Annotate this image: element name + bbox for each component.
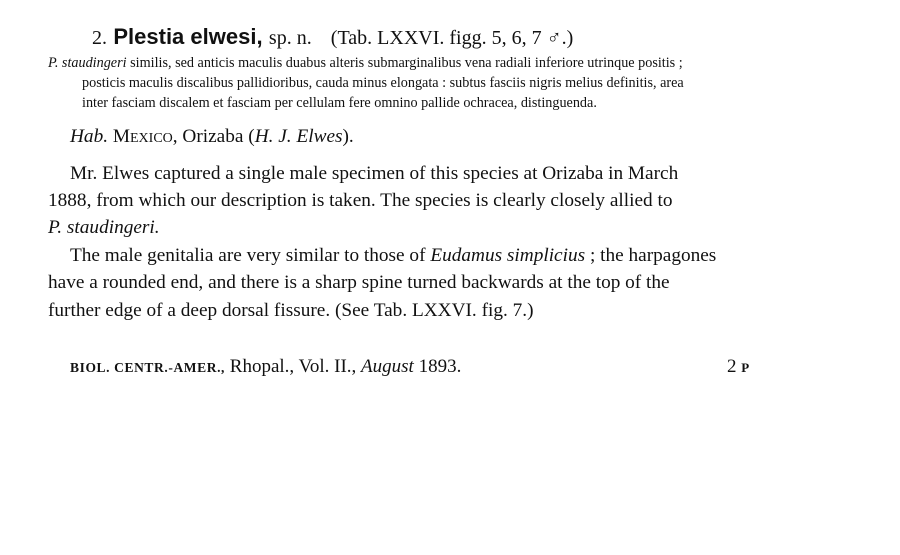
signature-number: 2 xyxy=(727,356,737,377)
footer-year: 1893. xyxy=(413,356,462,377)
species-name: Plestia elwesi, xyxy=(113,24,263,49)
latin-text-1: similis, sed anticis maculis duabus alteris submarginalibus vena radiali inferiore utrinque positis ; xyxy=(126,55,683,71)
footer-month: August xyxy=(361,356,414,377)
signature-mark xyxy=(727,356,749,378)
paragraph-2-line-3: further edge of a deep dorsal fissure. (See Tab. LXXVI. fig. 7.) xyxy=(48,300,534,321)
plate-reference: (Tab. LXXVI. figg. 5, 6, 7 ♂.) xyxy=(330,27,574,49)
paragraph-2-line-1 xyxy=(70,245,716,267)
signature-letter: P xyxy=(741,360,750,375)
paragraph-1-line-1: Mr. Elwes captured a single male specimen of this species at Orizaba in March xyxy=(70,163,679,184)
species-designation: sp. n. xyxy=(268,27,312,49)
paragraph-2-start: The male genitalia are very similar to those of xyxy=(70,245,431,266)
latin-species-ref: P. staudingeri xyxy=(48,55,127,71)
paragraph-2-species: Eudamus simplicius xyxy=(430,245,586,266)
latin-description-line-1 xyxy=(48,54,683,73)
habitat-country: Mexico xyxy=(112,126,173,147)
page-footer xyxy=(70,356,461,378)
habitat-locality: , Orizaba ( xyxy=(172,126,255,147)
species-heading xyxy=(92,24,573,50)
habitat-collector: H. J. Elwes xyxy=(254,126,343,147)
habitat-close: ). xyxy=(342,126,354,147)
paragraph-1-line-3 xyxy=(48,217,160,239)
footer-journal: BIOL. CENTR.-AMER., xyxy=(70,360,226,375)
footer-section: Rhopal., Vol. II., xyxy=(225,356,362,377)
latin-description-line-2: posticis maculis discalibus pallidioribus, cauda minus elongata : subtus fasciis nigris melius definitis, area xyxy=(82,75,684,91)
paragraph-2-line-2: have a rounded end, and there is a sharp spine turned backwards at the top of the xyxy=(48,272,670,293)
species-number: 2. xyxy=(92,27,107,49)
latin-description-line-3: inter fasciam discalem et fasciam per cellulam fere omnino pallide ochracea, distinguenda. xyxy=(82,95,597,111)
paragraph-1-line-2: 1888, from which our description is taken. The species is clearly closely allied to xyxy=(48,190,673,211)
habitat-label: Hab. xyxy=(70,126,109,147)
paragraph-2-end: ; the harpagones xyxy=(585,245,717,266)
paragraph-1-species: P. staudingeri. xyxy=(48,217,160,238)
habitat-line xyxy=(70,126,354,148)
